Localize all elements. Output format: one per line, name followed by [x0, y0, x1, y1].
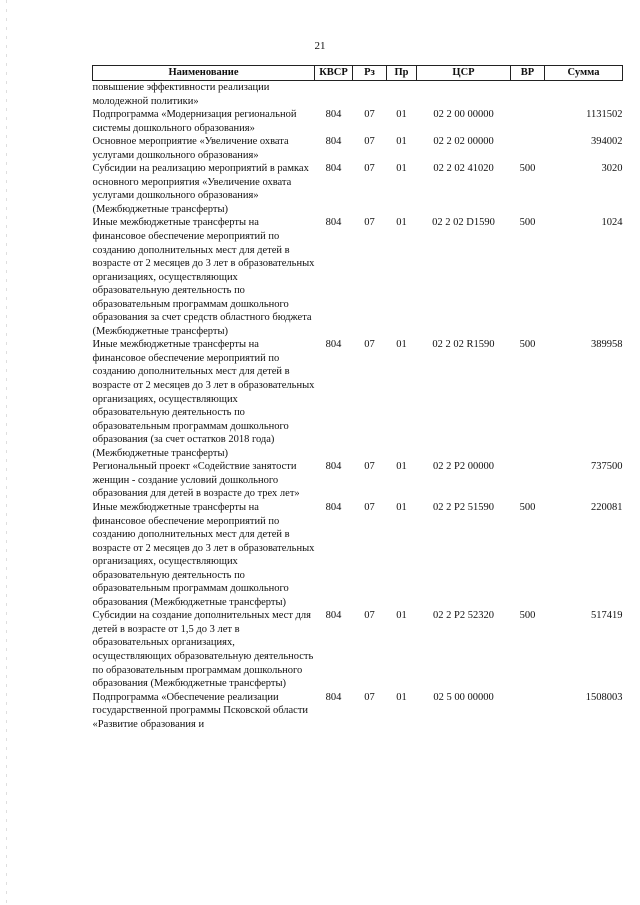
- row-csr: [417, 81, 511, 109]
- row-rz: 07: [364, 136, 375, 148]
- row-pr: 01: [396, 691, 407, 703]
- row-vr: [511, 81, 545, 109]
- table-header-row: [93, 66, 623, 81]
- row-name: Подпрограмма «Обеспечение реализации государственной программы Псковской области «Развитие образования и: [92, 691, 309, 730]
- page-number: 21: [314, 40, 326, 52]
- row-csr: 02 2 P2 52320: [433, 610, 494, 622]
- row-pr: 01: [396, 217, 407, 229]
- header-pr: Пр: [387, 66, 417, 81]
- row-vr: 500: [519, 217, 536, 229]
- row-sum: [545, 81, 623, 109]
- table-row: [93, 691, 623, 732]
- row-sum: 517419: [591, 610, 623, 622]
- row-sum: 389958: [591, 339, 623, 351]
- row-csr: 02 2 02 D1590: [432, 217, 495, 229]
- row-rz: 07: [364, 339, 375, 351]
- row-name: Основное мероприятие «Увеличение охвата услугами дошкольного образования»: [92, 136, 289, 161]
- row-name: Иные межбюджетные трансферты на финансовое обеспечение мероприятий по созданию дополнительных мест для детей в возрасте от 2 месяцев до 3 лет в образовательных организациях, осуществляющих образовательную деятельность по образовательным программам дошкольного образования (Межбюджетные трансферты): [92, 501, 315, 608]
- row-rz: 07: [364, 691, 375, 703]
- row-name: повышение эффективности реализации молодежной политики»: [92, 82, 270, 107]
- row-sum: 394002: [591, 136, 623, 148]
- header-csr: ЦСР: [417, 66, 511, 81]
- row-vr: 500: [519, 339, 536, 351]
- row-rz: 07: [364, 461, 375, 473]
- row-name: Подпрограмма «Модернизация региональной системы дошкольного образования»: [92, 109, 297, 134]
- scan-edge: [6, 0, 7, 905]
- row-sum: 3020: [601, 163, 623, 175]
- row-name: Иные межбюджетные трансферты на финансовое обеспечение мероприятий по созданию дополнительных мест для детей в возрасте от 2 месяцев до 3 лет в образовательных организациях, осуществляющих образовательную деятельность по образовательным программам дошкольного образования (за счет остатков 2018 года) (Межбюджетные трансферты): [92, 339, 315, 459]
- row-kvsr: 804: [325, 109, 342, 121]
- row-rz: 07: [364, 109, 375, 121]
- row-vr: [511, 135, 545, 162]
- table-row: [93, 501, 623, 609]
- row-rz: [353, 81, 387, 109]
- row-pr: 01: [396, 109, 407, 121]
- row-name: Региональный проект «Содействие занятости женщин - создание условий дошкольного образования для детей в возрасте до трех лет»: [92, 461, 300, 500]
- row-csr: 02 2 02 41020: [433, 163, 494, 175]
- row-vr: 500: [519, 163, 536, 175]
- row-kvsr: 804: [325, 136, 342, 148]
- row-rz: 07: [364, 163, 375, 175]
- table-row: [93, 216, 623, 338]
- header-vr: ВР: [511, 66, 545, 81]
- row-vr: [511, 691, 545, 732]
- row-csr: 02 2 P2 51590: [433, 501, 494, 513]
- row-vr: [511, 460, 545, 501]
- table-row: [93, 108, 623, 135]
- row-vr: 500: [519, 610, 536, 622]
- row-sum: 1131502: [586, 109, 623, 121]
- row-csr: 02 2 02 R1590: [432, 339, 495, 351]
- header-kvsr: КВСР: [315, 66, 353, 81]
- row-sum: 1508003: [585, 691, 623, 703]
- row-csr: 02 2 02 00000: [433, 136, 494, 148]
- table-row: [93, 338, 623, 460]
- row-kvsr: [315, 81, 353, 109]
- row-kvsr: 804: [325, 461, 342, 473]
- table-row: [93, 460, 623, 501]
- table-row: [93, 81, 623, 109]
- row-rz: 07: [364, 501, 375, 513]
- header-rz: Рз: [353, 66, 387, 81]
- row-rz: 07: [364, 217, 375, 229]
- row-pr: 01: [396, 501, 407, 513]
- row-pr: [387, 81, 417, 109]
- row-kvsr: 804: [325, 217, 342, 229]
- row-pr: 01: [396, 461, 407, 473]
- row-sum: 220081: [591, 501, 623, 513]
- row-vr: [511, 108, 545, 135]
- header-name: Наименование: [93, 66, 315, 81]
- row-name: Субсидии на создание дополнительных мест для детей в возрасте от 1,5 до 3 лет в образовательных организациях, осуществляющих образовательную деятельность по образовательным программам дошкольного образования (Межбюджетные трансферты): [92, 610, 314, 690]
- row-sum: 737500: [591, 461, 623, 473]
- row-kvsr: 804: [325, 501, 342, 513]
- row-pr: 01: [396, 163, 407, 175]
- row-kvsr: 804: [325, 691, 342, 703]
- row-csr: 02 2 P2 00000: [433, 461, 494, 473]
- table-row: [93, 135, 623, 162]
- header-sum: Сумма: [545, 66, 623, 81]
- budget-table: [92, 65, 623, 731]
- row-pr: 01: [396, 339, 407, 351]
- table-row: [93, 609, 623, 690]
- row-sum: 1024: [601, 217, 623, 229]
- row-pr: 01: [396, 136, 407, 148]
- row-csr: 02 5 00 00000: [433, 691, 494, 703]
- row-kvsr: 804: [325, 163, 342, 175]
- row-kvsr: 804: [325, 339, 342, 351]
- row-csr: 02 2 00 00000: [433, 109, 494, 121]
- table-row: [93, 162, 623, 216]
- row-kvsr: 804: [325, 610, 342, 622]
- row-name: Иные межбюджетные трансферты на финансовое обеспечение мероприятий по созданию дополнительных мест для детей в возрасте от 2 месяцев до 3 лет в образовательных организациях, осуществляющих образовательную деятельность по образовательным программам дошкольного образования за счет средств областного бюджета (Межбюджетные трансферты): [92, 217, 315, 337]
- row-vr: 500: [519, 501, 536, 513]
- row-name: Субсидии на реализацию мероприятий в рамках основного мероприятия «Увеличение охвата услугами дошкольного образования» (Межбюджетные трансферты): [92, 163, 309, 215]
- row-rz: 07: [364, 610, 375, 622]
- row-pr: 01: [396, 610, 407, 622]
